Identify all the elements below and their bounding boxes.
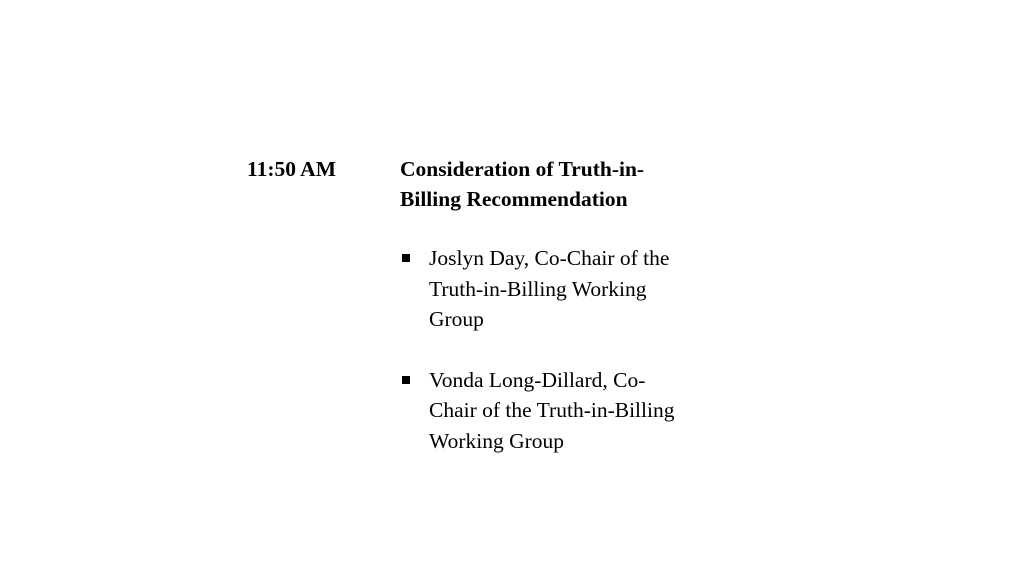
agenda-title: [400, 154, 740, 214]
speaker-text-line: Truth-in-Billing Working: [429, 276, 647, 301]
agenda-title-line: Consideration of Truth-in-: [400, 157, 645, 181]
agenda-title-line: Billing Recommendation: [400, 187, 628, 211]
speaker-list: [400, 243, 740, 456]
speaker-text-line: Joslyn Day, Co-Chair of the: [429, 246, 670, 270]
list-item: [400, 243, 740, 335]
list-item: [400, 365, 740, 457]
speaker-text-line: Group: [429, 307, 484, 331]
speaker-text-line: Working Group: [429, 428, 565, 453]
speaker-text-line: Vonda Long-Dillard, Co-: [429, 367, 646, 392]
session-time: 11:50 AM: [247, 157, 336, 181]
square-bullet-icon: [402, 376, 410, 384]
speaker-text-line: Chair of the Truth-in-Billing: [429, 398, 675, 422]
square-bullet-icon: [402, 254, 410, 262]
agenda-item: [400, 154, 740, 486]
